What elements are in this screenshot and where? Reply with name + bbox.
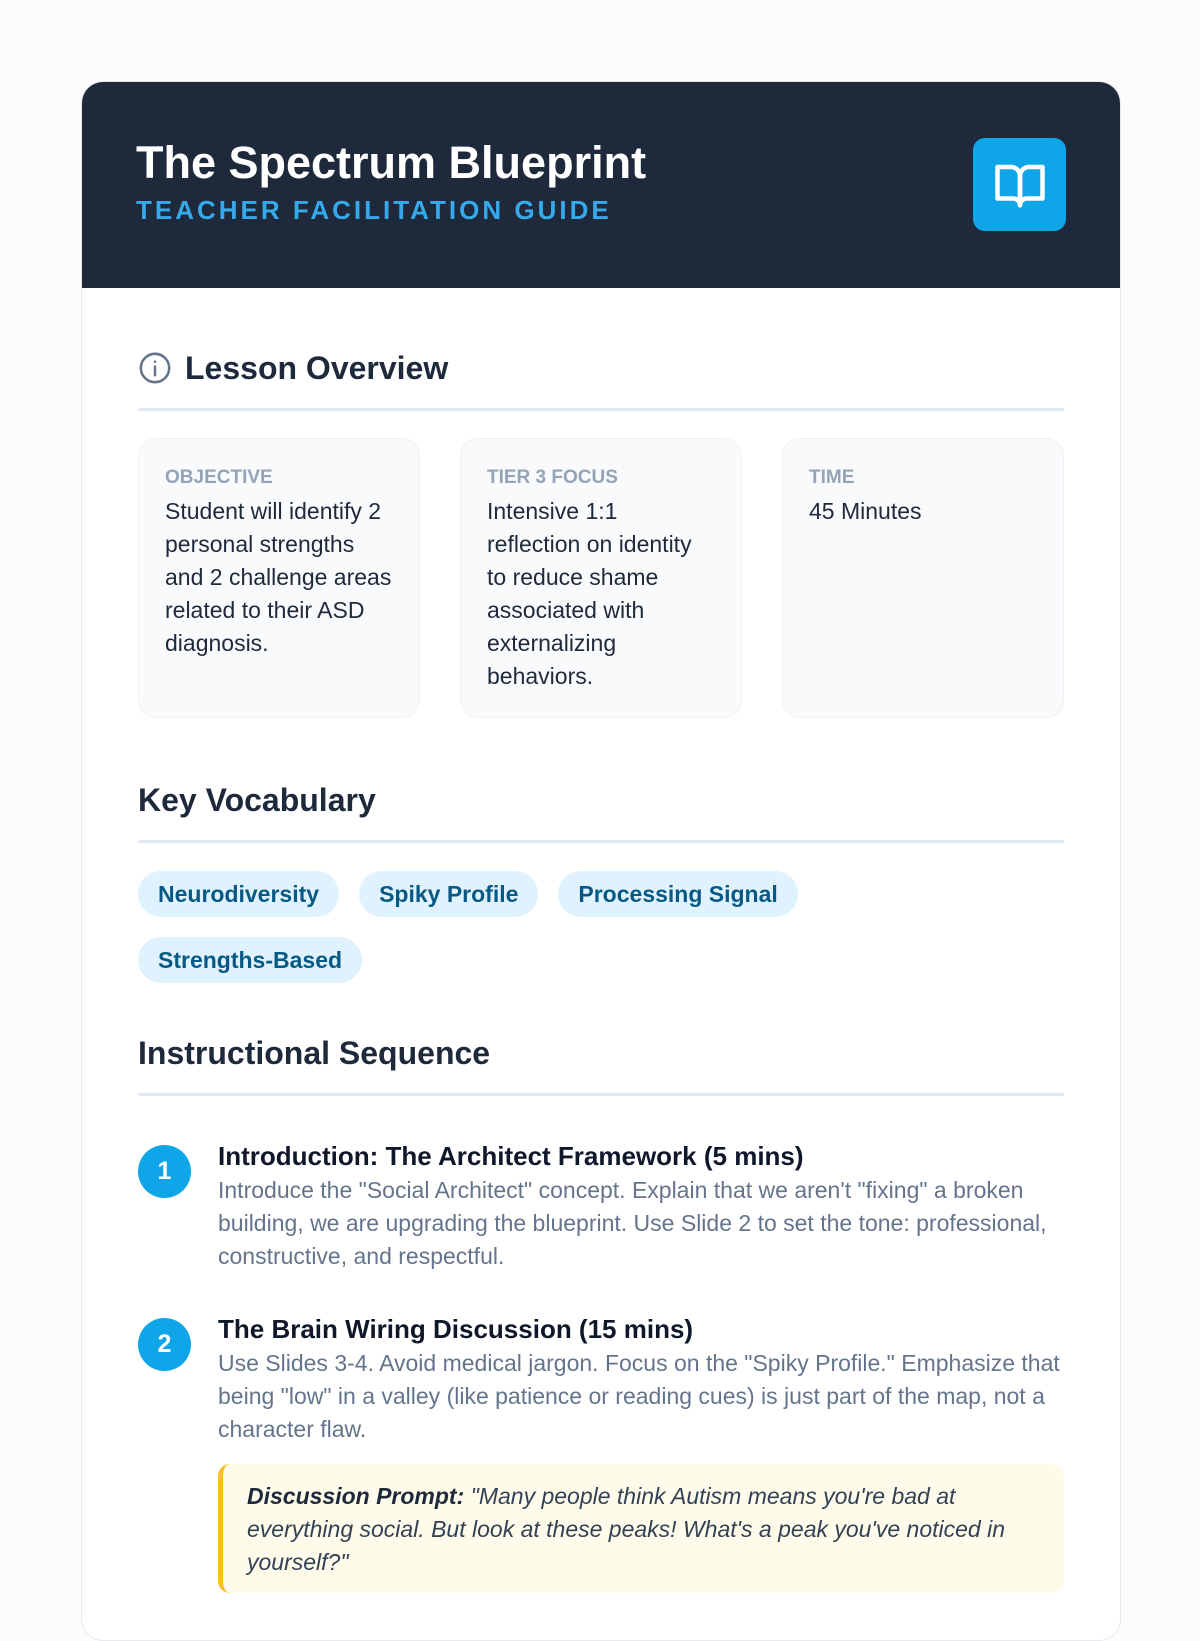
overview-text: 45 Minutes [809,498,922,524]
header-banner [82,82,1120,288]
book-open-icon [973,138,1066,231]
sequence-step [138,1311,1064,1593]
overview-label: TIME [809,467,855,488]
discussion-prompt-text: "Many people think Autism means you're bad at everything social. But look at these peaks! What's a peak you've noticed in yourself?" [247,1483,1005,1575]
vocab-tag: Processing Signal [558,871,797,917]
overview-label: OBJECTIVE [165,467,273,488]
step-number-badge: 2 [138,1318,191,1371]
overview-heading-text: Lesson Overview [185,349,449,386]
page-subtitle: TEACHER FACILITATION GUIDE [136,195,612,225]
overview-box-time [782,438,1064,718]
discussion-prompt-callout [218,1464,1064,1593]
info-icon [138,351,172,385]
page-title: The Spectrum Blueprint [136,137,647,188]
section-divider [138,840,1064,843]
vocab-tag: Neurodiversity [138,871,339,917]
section-divider [138,408,1064,411]
step-description: Introduce the "Social Architect" concept. Explain that we aren't "fixing" a broken building, we are upgrading the blueprint. Use Slide 2 to set the tone: professional, constructive, and respectful. [218,1177,1047,1269]
step-title: Introduction: The Architect Framework (5 mins) [218,1141,804,1171]
overview-grid [138,438,1064,718]
sequence-step [138,1138,1064,1273]
overview-text: Student will identify 2 personal strengths and 2 challenge areas related to their ASD diagnosis. [165,498,392,656]
overview-heading [138,344,1064,392]
step-number-badge: 1 [138,1145,191,1198]
vocabulary-tags [138,871,838,983]
vocab-tag: Spiky Profile [359,871,538,917]
overview-text: Intensive 1:1 reflection on identity to reduce shame associated with externalizing behaviors. [487,498,692,689]
step-title: The Brain Wiring Discussion (15 mins) [218,1314,694,1344]
sequence-heading: Instructional Sequence [138,1034,491,1071]
step-description: Use Slides 3-4. Avoid medical jargon. Focus on the "Spiky Profile." Emphasize that being "low" in a valley (like patience or reading cues) is just part of the map, not a character flaw. [218,1350,1060,1442]
overview-label: TIER 3 FOCUS [487,467,618,488]
sequence-steps [138,1138,1064,1593]
discussion-prompt-label: Discussion Prompt: [247,1483,465,1509]
vocab-tag: Strengths-Based [138,937,362,983]
guide-card [81,81,1121,1641]
overview-box-focus [460,438,742,718]
overview-box-objective [138,438,420,718]
vocabulary-heading: Key Vocabulary [138,781,376,818]
guide-content [82,288,1120,1593]
section-divider [138,1093,1064,1096]
